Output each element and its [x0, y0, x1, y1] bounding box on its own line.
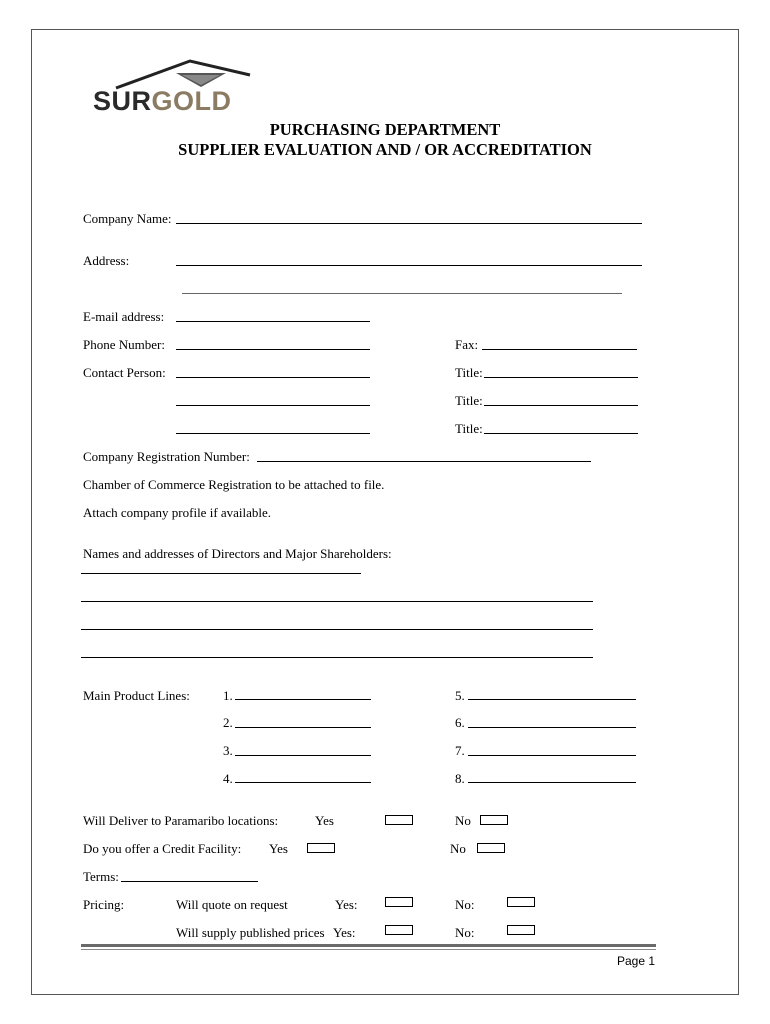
product-number: 4.	[223, 771, 233, 786]
product-number: 5.	[455, 688, 465, 703]
terms-field[interactable]	[121, 881, 258, 882]
chamber-note: Chamber of Commerce Registration to be attached to file.	[83, 477, 385, 492]
product-number: 3.	[223, 743, 233, 758]
credit-no-label: No	[450, 841, 466, 856]
fax-field[interactable]	[482, 349, 637, 350]
credit-question: Do you offer a Credit Facility:	[83, 841, 242, 856]
terms-label: Terms:	[83, 869, 119, 884]
directors-field-3[interactable]	[81, 629, 593, 630]
page-title: PURCHASING DEPARTMENT	[269, 120, 501, 139]
fax-label: Fax:	[455, 337, 479, 352]
directors-label: Names and addresses of Directors and Major Shareholders:	[83, 546, 392, 561]
title-field-1[interactable]	[484, 377, 638, 378]
product-number: 1.	[223, 688, 233, 703]
deliver-no-checkbox[interactable]	[480, 815, 508, 825]
quote-option-label: Will quote on request	[176, 897, 288, 912]
credit-yes-label: Yes	[269, 841, 288, 856]
directors-field-2[interactable]	[81, 601, 593, 602]
product-line-field-6[interactable]	[468, 727, 636, 728]
deliver-yes-checkbox[interactable]	[385, 815, 413, 825]
published-option-label: Will supply published prices	[176, 925, 325, 940]
contact-person-field-2[interactable]	[176, 405, 370, 406]
contact-person-label: Contact Person:	[83, 365, 166, 380]
published-no-checkbox[interactable]	[507, 925, 535, 935]
registration-field[interactable]	[257, 461, 591, 462]
company-name-field[interactable]	[176, 223, 642, 224]
title-label-1: Title:	[455, 365, 483, 380]
product-number: 6.	[455, 715, 465, 730]
logo-wordmark: SURGOLD	[93, 86, 232, 116]
deliver-no-label: No	[455, 813, 471, 828]
phone-label: Phone Number:	[83, 337, 165, 352]
deliver-question: Will Deliver to Paramaribo locations:	[83, 813, 279, 828]
published-yes-checkbox[interactable]	[385, 925, 413, 935]
directors-field-1[interactable]	[81, 573, 361, 574]
product-line-field-2[interactable]	[235, 727, 371, 728]
directors-field-4[interactable]	[81, 657, 593, 658]
product-number: 8.	[455, 771, 465, 786]
contact-person-field-3[interactable]	[176, 433, 370, 434]
email-label: E-mail address:	[83, 309, 165, 324]
quote-yes-label: Yes:	[335, 897, 358, 912]
address-label: Address:	[83, 253, 130, 268]
product-line-field-4[interactable]	[235, 782, 371, 783]
published-no-label: No:	[455, 925, 475, 940]
product-lines-label: Main Product Lines:	[83, 688, 190, 703]
pricing-label: Pricing:	[83, 897, 125, 912]
credit-yes-checkbox[interactable]	[307, 843, 335, 853]
product-line-field-5[interactable]	[468, 699, 636, 700]
quote-no-label: No:	[455, 897, 475, 912]
address-field-line1[interactable]	[176, 265, 642, 266]
email-field[interactable]	[176, 321, 370, 322]
contact-person-field-1[interactable]	[176, 377, 370, 378]
registration-label: Company Registration Number:	[83, 449, 250, 464]
footer-rule-thin	[81, 949, 656, 950]
title-label-2: Title:	[455, 393, 483, 408]
phone-field[interactable]	[176, 349, 370, 350]
title-field-3[interactable]	[484, 433, 638, 434]
address-field-line2[interactable]	[182, 293, 622, 294]
page-number: Page 1	[617, 954, 656, 968]
quote-no-checkbox[interactable]	[507, 897, 535, 907]
product-line-field-1[interactable]	[235, 699, 371, 700]
company-name-label: Company Name:	[83, 211, 172, 226]
quote-yes-checkbox[interactable]	[385, 897, 413, 907]
page-subtitle: SUPPLIER EVALUATION AND / OR ACCREDITATION	[178, 140, 592, 159]
product-line-field-7[interactable]	[468, 755, 636, 756]
product-line-field-8[interactable]	[468, 782, 636, 783]
credit-no-checkbox[interactable]	[477, 843, 505, 853]
published-yes-label: Yes:	[333, 925, 356, 940]
profile-note: Attach company profile if available.	[83, 505, 272, 520]
product-line-field-3[interactable]	[235, 755, 371, 756]
product-number: 7.	[455, 743, 465, 758]
footer-rule	[81, 944, 656, 947]
deliver-yes-label: Yes	[315, 813, 334, 828]
title-field-2[interactable]	[484, 405, 638, 406]
title-label-3: Title:	[455, 421, 483, 436]
product-number: 2.	[223, 715, 233, 730]
